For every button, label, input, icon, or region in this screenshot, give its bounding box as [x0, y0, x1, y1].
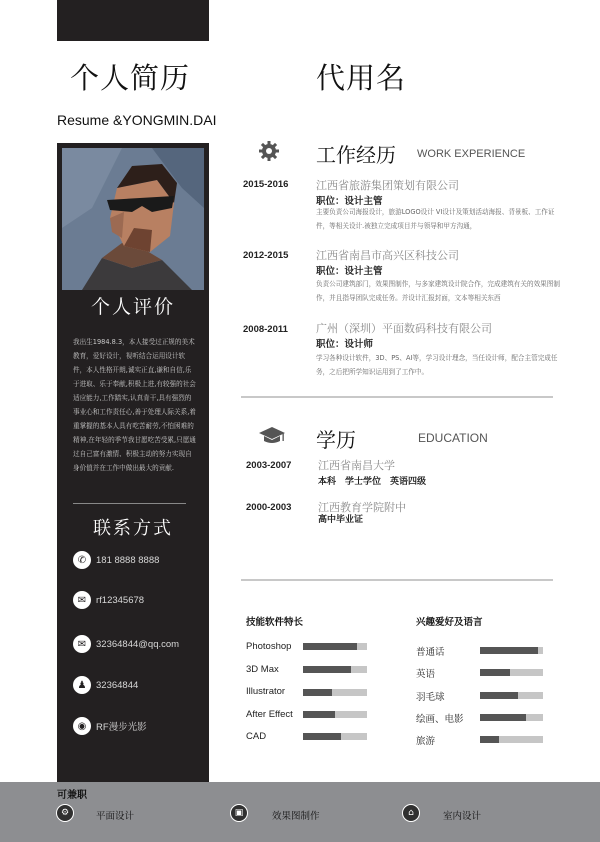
skill-bar: [303, 643, 367, 650]
hobby-name: 旅游: [416, 736, 436, 747]
hobbies-title: 兴趣爱好及语言: [416, 617, 483, 628]
sidebar-divider: [73, 503, 186, 504]
skill-bar-fill: [303, 643, 357, 650]
top-black-block: [57, 0, 209, 41]
education-section-title-en: EDUCATION: [418, 431, 488, 445]
hobby-bar-fill: [480, 647, 538, 654]
job-company: 江西省旅游集团策划有限公司: [316, 179, 459, 192]
image-icon: ▣: [230, 804, 248, 822]
contact-weibo: [73, 716, 203, 736]
hobby-bar: [480, 736, 543, 743]
resume-subtitle: Resume &YONGMIN.DAI: [57, 112, 217, 128]
skill-name: Illustrator: [246, 686, 286, 697]
hobby-bar-fill: [480, 736, 499, 743]
skills-title: 技能软件特长: [246, 617, 304, 628]
education-detail: 本科 学士学位 英语四级: [318, 477, 427, 487]
contact-wechat-text: rf12345678: [96, 594, 145, 606]
hobby-bar-fill: [480, 714, 526, 721]
work-section-title: 工作经历: [316, 143, 396, 167]
part-time-item-label: 平面设计: [96, 811, 135, 822]
weibo-icon: ◉: [73, 717, 91, 735]
job-date: 2008-2011: [243, 324, 288, 335]
gear-icon: [258, 140, 280, 162]
hobby-bar: [480, 714, 543, 721]
contact-qq-text: 32364844: [96, 679, 139, 691]
hobby-name: 绘画、电影: [416, 714, 464, 725]
skill-name: 3D Max: [246, 664, 279, 675]
graduation-cap-icon: [258, 424, 286, 446]
contact-phone-text: 181 8888 8888: [96, 554, 160, 566]
page-title: 个人简历: [70, 61, 191, 95]
job-date: 2015-2016: [243, 179, 289, 190]
part-time-item-label: 效果图制作: [272, 811, 320, 822]
contact-title: 联系方式: [93, 518, 173, 539]
education-detail: 高中毕业证: [318, 515, 364, 525]
job-description: 主要负责公司海报设计，旅游LOGO设计 VI设计及策划活动海报、背景板、工作证件，等相关设计.被独立完成项目并与领导和甲方沟通，: [316, 208, 555, 230]
section-divider: [241, 396, 553, 398]
skill-name: After Effect: [246, 709, 293, 720]
job-role: 职位：设计师: [316, 339, 374, 350]
skill-bar: [303, 733, 367, 740]
skill-bar-fill: [303, 733, 341, 740]
mail-icon: ✉: [73, 635, 91, 653]
education-section-title: 学历: [316, 428, 356, 452]
education-date: 2000-2003: [246, 502, 292, 513]
self-evaluation-text: 我出生1984.8.3，本人接受过正规的美术教育，爱好设计，视听结合运用设计软件，本人性格开朗,诚实正直,谦和自信,乐于进取、乐于奉献,积极上进,有较强的社会适应能力,工作踏实,认真肯干,具有强烈的事业心和工作责任心,善于处理人际关系,着重掌握的基本人具有吃苦耐劳,不怕困难的精神,在年轻的季节我甘愿吃苦受累,只愿通过自己富有激情、积极主动的努力实现自身价值并在工作中做出最大的贡献.: [73, 338, 196, 472]
skill-bar: [303, 711, 367, 718]
gear-icon: ⚙: [56, 804, 74, 822]
contact-phone: [73, 550, 203, 570]
skill-bar-fill: [303, 711, 335, 718]
skill-bar-fill: [303, 689, 332, 696]
education-date: 2003-2007: [246, 460, 292, 471]
profile-photo: [62, 148, 204, 290]
qq-icon: ♟: [73, 676, 91, 694]
hobby-bar: [480, 647, 543, 654]
hobby-bar: [480, 692, 543, 699]
part-time-title: 可兼职: [57, 790, 87, 801]
job-company: 广州（深圳）平面数码科技有限公司: [316, 322, 492, 335]
skill-name: CAD: [246, 731, 267, 742]
education-school: 江西教育学院附中: [318, 501, 406, 514]
skill-bar-fill: [303, 666, 351, 673]
self-evaluation-title: 个人评价: [90, 296, 175, 318]
skill-name: Photoshop: [246, 641, 292, 652]
education-school: 江西省南昌大学: [318, 459, 395, 472]
job-date: 2012-2015: [243, 250, 289, 261]
job-role: 职位：设计主管: [316, 196, 383, 207]
contact-email: [73, 634, 203, 654]
hobby-bar-fill: [480, 669, 510, 676]
name-title: 代用名: [316, 61, 407, 95]
hobby-bar: [480, 669, 543, 676]
job-company: 江西省南昌市高兴区科技公司: [316, 249, 459, 262]
part-time-item-label: 室内设计: [443, 811, 482, 822]
skill-bar: [303, 689, 367, 696]
section-divider: [241, 579, 553, 581]
skill-bar: [303, 666, 367, 673]
contact-qq: [73, 675, 203, 695]
home-icon: ⌂: [402, 804, 420, 822]
contact-email-text: 32364844@qq.com: [96, 638, 180, 650]
job-description: 负责公司建筑部门，效果图制作，与多家建筑设计院合作，完成建筑有关的效果图制作，并且指导团队完成任务。并设计汇报封面，文本等相关东西: [316, 280, 560, 302]
contact-weibo-text: RF漫步光影: [96, 722, 147, 733]
contact-wechat: [73, 590, 203, 610]
hobby-bar-fill: [480, 692, 518, 699]
work-section-title-en: WORK EXPERIENCE: [417, 148, 526, 160]
hobby-name: 羽毛球: [416, 692, 445, 703]
wechat-icon: ✉: [73, 591, 91, 609]
hobby-name: 英语: [416, 669, 436, 680]
hobby-name: 普通话: [416, 647, 445, 658]
phone-icon: ✆: [73, 551, 91, 569]
job-description: 学习各种设计软件，3D、PS、AI等，学习设计理念，当任设计师，配合主管完成任务，之后把所学知识运用到了工作中。: [316, 354, 558, 376]
portrait-illustration: [62, 148, 204, 290]
job-role: 职位：设计主管: [316, 266, 383, 277]
